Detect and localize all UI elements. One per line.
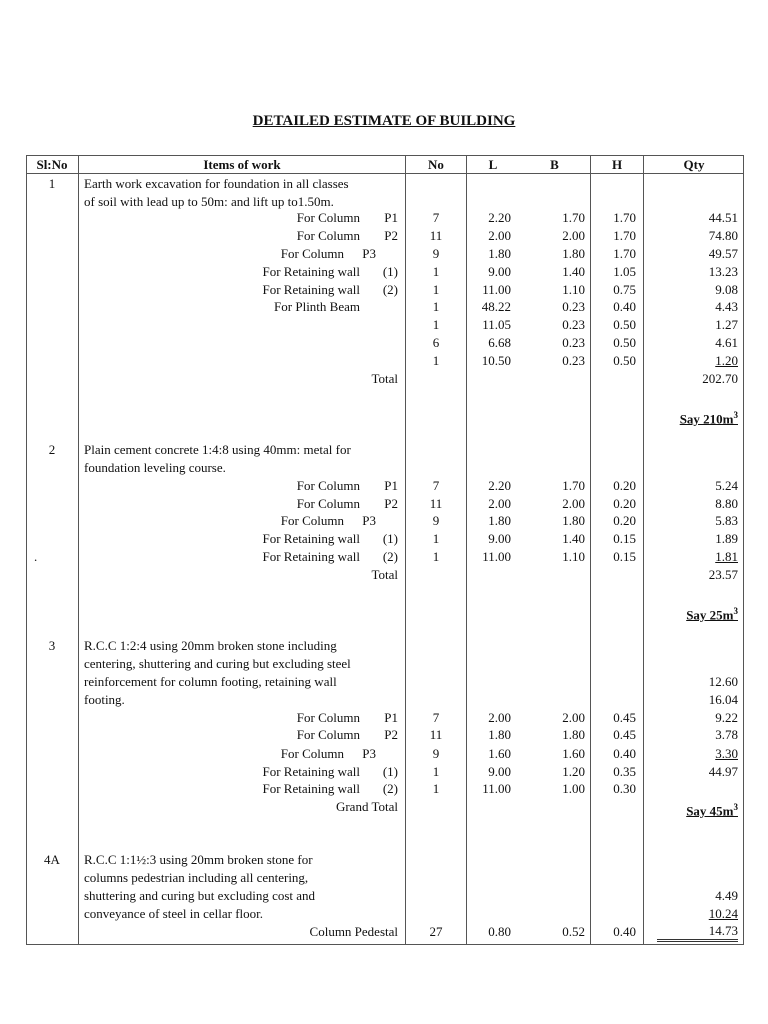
table-row xyxy=(26,512,744,530)
header-h: H xyxy=(611,157,623,172)
cell-qty: 9.08 xyxy=(715,282,738,297)
say-value xyxy=(686,602,738,624)
row-sub: P3 xyxy=(362,246,376,261)
row-label: For Column xyxy=(296,228,360,243)
cell-qty: 4.43 xyxy=(715,299,738,314)
row-sub: (2) xyxy=(382,781,398,796)
total-label: Total xyxy=(371,371,398,386)
row-sub: P1 xyxy=(384,478,398,493)
cell-l: 1.80 xyxy=(488,246,511,261)
item-description: R.C.C 1:2:4 using 20mm broken stone including xyxy=(84,638,337,653)
cell-no: 1 xyxy=(432,264,440,279)
row-sub: P3 xyxy=(362,746,376,761)
cell-h: 1.05 xyxy=(613,264,636,279)
row-label: For Column xyxy=(280,746,344,761)
cell-b: 1.10 xyxy=(562,549,585,564)
row-sub: (2) xyxy=(382,549,398,564)
cell-b: 0.23 xyxy=(562,335,585,350)
row-label: For Retaining wall xyxy=(262,531,360,546)
cell-qty: 44.51 xyxy=(708,210,738,225)
total-label: Grand Total xyxy=(335,799,398,814)
cell-qty: 8.80 xyxy=(715,496,738,511)
cell-h: 0.40 xyxy=(613,299,636,314)
cell-qty: 10.24 xyxy=(708,906,738,921)
row-sub: (2) xyxy=(382,282,398,297)
cell-b: 2.00 xyxy=(562,496,585,511)
cell-h: 1.70 xyxy=(613,246,636,261)
cell-h: 0.40 xyxy=(613,746,636,761)
table-row xyxy=(26,602,744,623)
cell-b: 1.40 xyxy=(562,264,585,279)
cell-l: 2.20 xyxy=(488,210,511,225)
table-row xyxy=(26,726,744,744)
row-label: For Retaining wall xyxy=(262,764,360,779)
table-row xyxy=(26,495,744,513)
row-sub: P2 xyxy=(384,228,398,243)
cell-l: 11.05 xyxy=(482,317,511,332)
cell-qty: 5.24 xyxy=(715,478,738,493)
cell-l: 2.20 xyxy=(488,478,511,493)
cell-l: 9.00 xyxy=(488,764,511,779)
table-row xyxy=(26,887,744,905)
cell-qty: 12.60 xyxy=(708,674,738,689)
table-row xyxy=(26,869,744,887)
cell-qty: 14.73 xyxy=(657,923,738,942)
table-row xyxy=(26,923,744,941)
item-description: Earth work excavation for foundation in all classes xyxy=(84,176,349,191)
document-title: DETAILED ESTIMATE OF BUILDING xyxy=(252,113,516,129)
cell-no: 1 xyxy=(432,764,440,779)
cell-h: 1.70 xyxy=(613,210,636,225)
cell-l: 0.80 xyxy=(488,924,511,939)
header-b: B xyxy=(550,157,559,172)
serial-number: 4A xyxy=(44,852,60,867)
header-item: Items of work xyxy=(203,157,281,172)
cell-b: 0.23 xyxy=(562,317,585,332)
row-label: For Column xyxy=(296,210,360,225)
cell-h: 0.15 xyxy=(613,531,636,546)
cell-qty: 1.89 xyxy=(715,531,738,546)
cell-l: 1.80 xyxy=(488,727,511,742)
say-text: Say 25m xyxy=(686,607,734,623)
cell-b: 1.00 xyxy=(562,781,585,796)
say-value xyxy=(680,406,738,428)
cell-no: 11 xyxy=(429,727,443,742)
unit-exponent: 3 xyxy=(733,802,738,812)
cell-b: 1.70 xyxy=(562,210,585,225)
table-row xyxy=(26,655,744,673)
cell-no: 11 xyxy=(429,496,443,511)
cell-qty: 5.83 xyxy=(715,513,738,528)
table-row xyxy=(26,548,744,566)
row-label: For Column xyxy=(296,496,360,511)
row-label: For Column xyxy=(280,513,344,528)
header-l: L xyxy=(488,157,498,172)
say-value xyxy=(686,798,738,820)
cell-b: 2.00 xyxy=(562,228,585,243)
stray-mark: . xyxy=(34,549,38,564)
item-description: columns pedestrian including all centering, xyxy=(84,870,309,885)
row-sub: (1) xyxy=(382,531,398,546)
cell-no: 1 xyxy=(432,531,440,546)
cell-no: 6 xyxy=(432,335,440,350)
item-description: R.C.C 1:1½:3 using 20mm broken stone for xyxy=(84,852,313,867)
cell-qty: 74.80 xyxy=(708,228,738,243)
unit-exponent: 3 xyxy=(733,606,738,616)
cell-no: 9 xyxy=(432,746,440,761)
cell-l: 11.00 xyxy=(482,781,511,796)
row-label: For Column xyxy=(296,478,360,493)
cell-h: 0.20 xyxy=(613,496,636,511)
total-value: 23.57 xyxy=(708,567,738,582)
table-row xyxy=(26,673,744,691)
row-sub: P1 xyxy=(384,210,398,225)
cell-qty: 1.20 xyxy=(715,353,738,368)
cell-qty: 9.22 xyxy=(715,710,738,725)
cell-qty: 13.23 xyxy=(708,264,738,279)
cell-h: 0.40 xyxy=(613,924,636,939)
cell-no: 11 xyxy=(429,228,443,243)
cell-b: 1.80 xyxy=(562,727,585,742)
table-row xyxy=(26,851,744,869)
header-no: No xyxy=(428,157,444,172)
cell-b: 1.60 xyxy=(562,746,585,761)
cell-h: 1.70 xyxy=(613,228,636,243)
cell-h: 0.50 xyxy=(613,335,636,350)
cell-no: 27 xyxy=(429,924,443,939)
row-sub: P3 xyxy=(362,513,376,528)
table-row xyxy=(26,316,744,334)
cell-b: 2.00 xyxy=(562,710,585,725)
row-label: For Retaining wall xyxy=(262,781,360,796)
item-description: reinforcement for column footing, retaining wall xyxy=(84,674,337,689)
cell-no: 1 xyxy=(432,353,440,368)
cell-no: 1 xyxy=(432,317,440,332)
row-label: For Column xyxy=(280,246,344,261)
cell-l: 11.00 xyxy=(482,549,511,564)
cell-qty: 16.04 xyxy=(708,692,738,707)
row-sub: P2 xyxy=(384,727,398,742)
table-row xyxy=(26,745,744,763)
table-row xyxy=(26,245,744,263)
cell-b: 1.20 xyxy=(562,764,585,779)
row-label: For Plinth Beam xyxy=(274,299,360,314)
cell-no: 7 xyxy=(432,710,440,725)
cell-l: 2.00 xyxy=(488,496,511,511)
cell-h: 0.15 xyxy=(613,549,636,564)
table-row xyxy=(26,530,744,548)
row-label: For Retaining wall xyxy=(262,264,360,279)
serial-number: 1 xyxy=(48,176,56,191)
table-row xyxy=(26,780,744,798)
cell-b: 1.70 xyxy=(562,478,585,493)
cell-b: 0.23 xyxy=(562,299,585,314)
table-row xyxy=(26,263,744,281)
table-row xyxy=(26,281,744,299)
row-sub: (1) xyxy=(382,264,398,279)
cell-h: 0.75 xyxy=(613,282,636,297)
cell-b: 0.23 xyxy=(562,353,585,368)
cell-no: 1 xyxy=(432,299,440,314)
table-row xyxy=(26,209,744,227)
table-row xyxy=(26,709,744,727)
table-row xyxy=(26,334,744,352)
serial-number: 3 xyxy=(48,638,56,653)
table-row xyxy=(26,175,744,193)
say-text: Say 210m xyxy=(679,411,734,427)
table-row xyxy=(26,763,744,781)
item-description: shuttering and curing but excluding cost and xyxy=(84,888,316,903)
cell-qty: 1.27 xyxy=(715,317,738,332)
cell-no: 9 xyxy=(432,513,440,528)
cell-l: 1.80 xyxy=(488,513,511,528)
cell-qty: 3.78 xyxy=(715,727,738,742)
table-row xyxy=(26,798,744,819)
table-row xyxy=(26,441,744,459)
cell-no: 9 xyxy=(432,246,440,261)
cell-b: 1.10 xyxy=(562,282,585,297)
cell-qty: 49.57 xyxy=(708,246,738,261)
cell-b: 1.40 xyxy=(562,531,585,546)
cell-h: 0.50 xyxy=(613,353,636,368)
cell-l: 9.00 xyxy=(488,264,511,279)
item-description: centering, shuttering and curing but excluding steel xyxy=(84,656,351,671)
item-description: footing. xyxy=(84,692,125,707)
cell-h: 0.45 xyxy=(613,727,636,742)
row-label: For Retaining wall xyxy=(262,549,360,564)
cell-l: 1.60 xyxy=(488,746,511,761)
cell-h: 0.20 xyxy=(613,478,636,493)
row-label: Column Pedestal xyxy=(309,924,398,939)
cell-h: 0.30 xyxy=(613,781,636,796)
item-description: conveyance of steel in cellar floor. xyxy=(84,906,264,921)
row-label: For Retaining wall xyxy=(262,282,360,297)
table-row xyxy=(26,477,744,495)
cell-l: 6.68 xyxy=(488,335,511,350)
cell-qty: 4.61 xyxy=(715,335,738,350)
cell-no: 7 xyxy=(432,210,440,225)
cell-h: 0.50 xyxy=(613,317,636,332)
item-description: foundation leveling course. xyxy=(84,460,226,475)
unit-exponent: 3 xyxy=(733,410,738,420)
row-sub: P1 xyxy=(384,710,398,725)
cell-qty: 44.97 xyxy=(708,764,738,779)
table-row xyxy=(26,459,744,477)
row-sub: P2 xyxy=(384,496,398,511)
table-row xyxy=(26,905,744,923)
header-sl: Sl:No xyxy=(36,157,68,172)
cell-l: 2.00 xyxy=(488,710,511,725)
table-row xyxy=(26,227,744,245)
serial-number: 2 xyxy=(48,442,56,457)
item-description: Plain cement concrete 1:4:8 using 40mm: metal for xyxy=(84,442,351,457)
row-label: For Column xyxy=(296,710,360,725)
cell-l: 2.00 xyxy=(488,228,511,243)
say-text: Say 45m xyxy=(686,803,734,819)
cell-l: 9.00 xyxy=(488,531,511,546)
table-row xyxy=(26,370,744,388)
cell-no: 7 xyxy=(432,478,440,493)
table-row xyxy=(26,691,744,709)
cell-h: 0.45 xyxy=(613,710,636,725)
table-row xyxy=(26,352,744,370)
row-sub: (1) xyxy=(382,764,398,779)
cell-l: 10.50 xyxy=(481,353,511,368)
total-label: Total xyxy=(371,567,398,582)
cell-h: 0.20 xyxy=(613,513,636,528)
item-description: of soil with lead up to 50m: and lift up to1.50m. xyxy=(84,194,334,209)
table-row xyxy=(26,637,744,655)
header-divider xyxy=(26,173,744,174)
cell-l: 11.00 xyxy=(482,282,511,297)
table-row xyxy=(26,298,744,316)
cell-b: 1.80 xyxy=(562,513,585,528)
total-value: 202.70 xyxy=(702,371,738,386)
cell-no: 1 xyxy=(432,549,440,564)
table-row xyxy=(26,406,744,427)
cell-qty: 1.81 xyxy=(715,549,738,564)
header-qty: Qty xyxy=(683,157,705,172)
cell-qty: 3.30 xyxy=(715,746,738,761)
table-row xyxy=(26,566,744,584)
cell-l: 48.22 xyxy=(481,299,511,314)
cell-h: 0.35 xyxy=(613,764,636,779)
cell-no: 1 xyxy=(432,781,440,796)
cell-no: 1 xyxy=(432,282,440,297)
cell-qty: 4.49 xyxy=(715,888,738,903)
cell-b: 0.52 xyxy=(562,924,585,939)
row-label: For Column xyxy=(296,727,360,742)
cell-b: 1.80 xyxy=(562,246,585,261)
